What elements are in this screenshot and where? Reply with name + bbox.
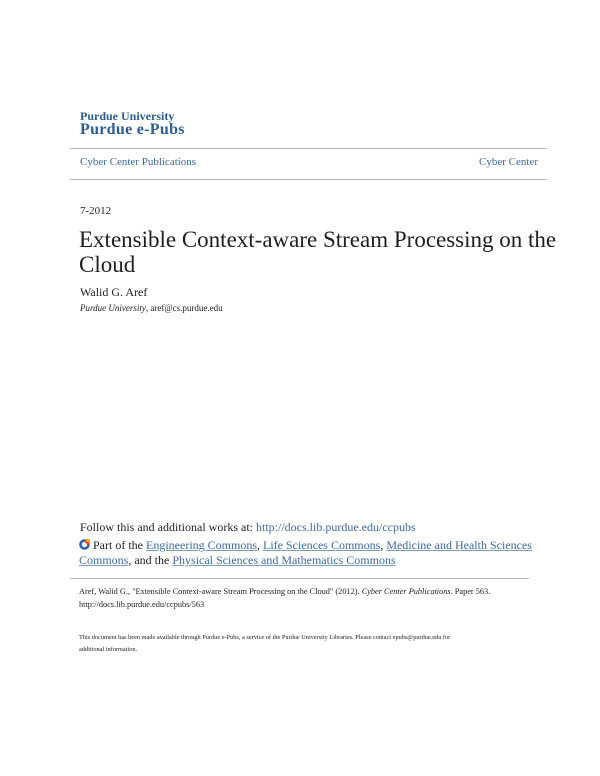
commons-and-the: , and the: [128, 553, 173, 567]
header-top-divider: [70, 148, 547, 149]
follow-url-link[interactable]: http://docs.lib.purdue.edu/ccpubs: [256, 520, 416, 534]
collection-link[interactable]: Cyber Center Publications: [80, 156, 197, 168]
author-name: Walid G. Aref: [80, 285, 148, 299]
citation-text: Aref, Walid G., "Extensible Context-aware Stream Processing on the Cloud" (2012).: [79, 587, 362, 596]
life-sciences-commons-link[interactable]: Life Sciences Commons: [263, 538, 381, 552]
citation-paper-number: . Paper 563.: [450, 587, 491, 596]
affiliation-email: , aref@cs.purdue.edu: [145, 303, 223, 313]
repository-name[interactable]: Purdue e-Pubs: [80, 121, 185, 138]
author-affiliation: [80, 303, 223, 313]
citation-url[interactable]: http://docs.lib.purdue.edu/ccpubs/563: [79, 600, 205, 609]
commons-separator: ,: [380, 538, 387, 552]
medicine-health-sciences-commons-link-cont[interactable]: Commons: [79, 553, 129, 567]
institution-name: Purdue University: [80, 109, 175, 123]
follow-label: Follow this and additional works at:: [80, 520, 256, 534]
commons-prefix: Part of the: [93, 538, 146, 552]
title-line-1: Extensible Context-aware Stream Processing on the: [79, 227, 557, 252]
citation-divider: [70, 578, 529, 579]
affiliation-institution: Purdue University: [80, 303, 146, 313]
commons-separator: ,: [257, 538, 263, 552]
follow-line: [80, 520, 416, 535]
physical-sciences-math-commons-link[interactable]: Physical Sciences and Mathematics Commons: [172, 553, 396, 567]
commons-block: [79, 538, 532, 568]
title-line-2: Cloud: [79, 252, 136, 277]
citation: [79, 585, 490, 611]
footer-line-2: additional information.: [79, 646, 138, 653]
citation-series: Cyber Center Publications: [361, 587, 451, 596]
header-bottom-divider: [70, 179, 547, 180]
medicine-health-sciences-commons-link[interactable]: Medicine and Health Sciences: [386, 538, 532, 552]
paper-title: [79, 227, 556, 277]
bepress-commons-icon: [79, 539, 90, 550]
center-link[interactable]: Cyber Center: [479, 156, 538, 168]
publication-date: 7-2012: [80, 205, 112, 217]
engineering-commons-link[interactable]: Engineering Commons: [146, 538, 257, 552]
footer-notice: [79, 632, 450, 656]
footer-line-1: This document has been made available through Purdue e-Pubs, a service of the Purdue University Libraries. Please contact epubs@purdue.edu for: [79, 634, 451, 641]
